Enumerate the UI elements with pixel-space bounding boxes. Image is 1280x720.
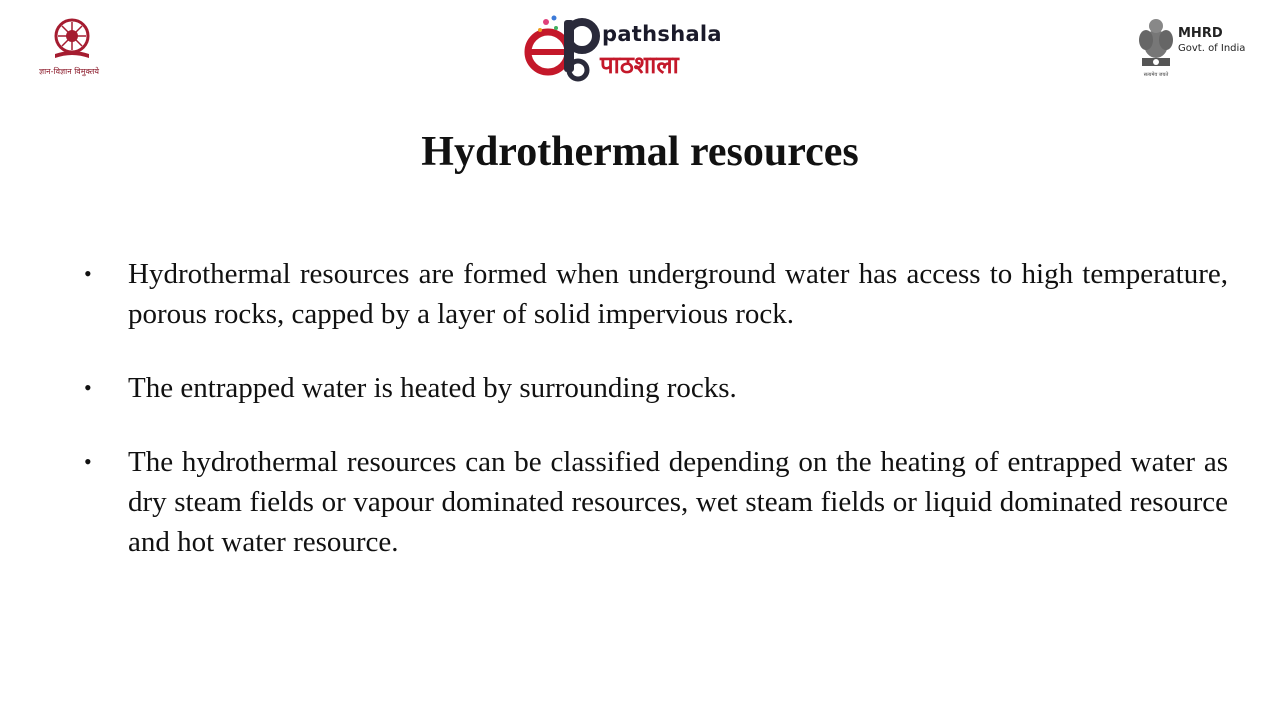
epathshala-hindi-wordmark: पाठशाला xyxy=(600,51,679,79)
mhrd-motto: सत्यमेव जयते xyxy=(1143,72,1169,78)
epathshala-logo xyxy=(520,10,750,86)
bullet-icon: • xyxy=(84,449,92,474)
national-emblem-icon xyxy=(1134,14,1178,72)
bullet-icon: • xyxy=(84,261,92,286)
bullet-item xyxy=(84,442,1228,562)
ugc-logo xyxy=(22,14,122,84)
bullet-text: The entrapped water is heated by surrounding rocks. xyxy=(128,372,737,404)
mhrd-subtitle: Govt. of India xyxy=(1178,43,1246,54)
slide-title: Hydrothermal resources xyxy=(421,129,859,175)
bullet-item xyxy=(84,254,1228,334)
epathshala-emblem-icon xyxy=(520,10,610,86)
slide-header xyxy=(0,0,1280,100)
bullet-item xyxy=(84,368,1228,408)
ugc-motto: ज्ञान-विज्ञान विमुक्तये xyxy=(38,67,100,76)
epathshala-wordmark: pathshala xyxy=(602,22,722,46)
mhrd-title: MHRD xyxy=(1178,26,1223,41)
bullet-icon: • xyxy=(84,375,92,400)
ugc-emblem-icon xyxy=(25,14,119,64)
bullet-text: The hydrothermal resources can be classified depending on the heating of entrapped water as dry steam fields or vapour dominated resources, wet steam fields or liquid dominated resource and hot water resource. xyxy=(128,446,1228,558)
mhrd-logo xyxy=(1134,14,1264,84)
bullet-list xyxy=(84,254,1228,596)
bullet-text: Hydrothermal resources are formed when underground water has access to high temperature, porous rocks, capped by a layer of solid impervious rock. xyxy=(128,258,1228,330)
